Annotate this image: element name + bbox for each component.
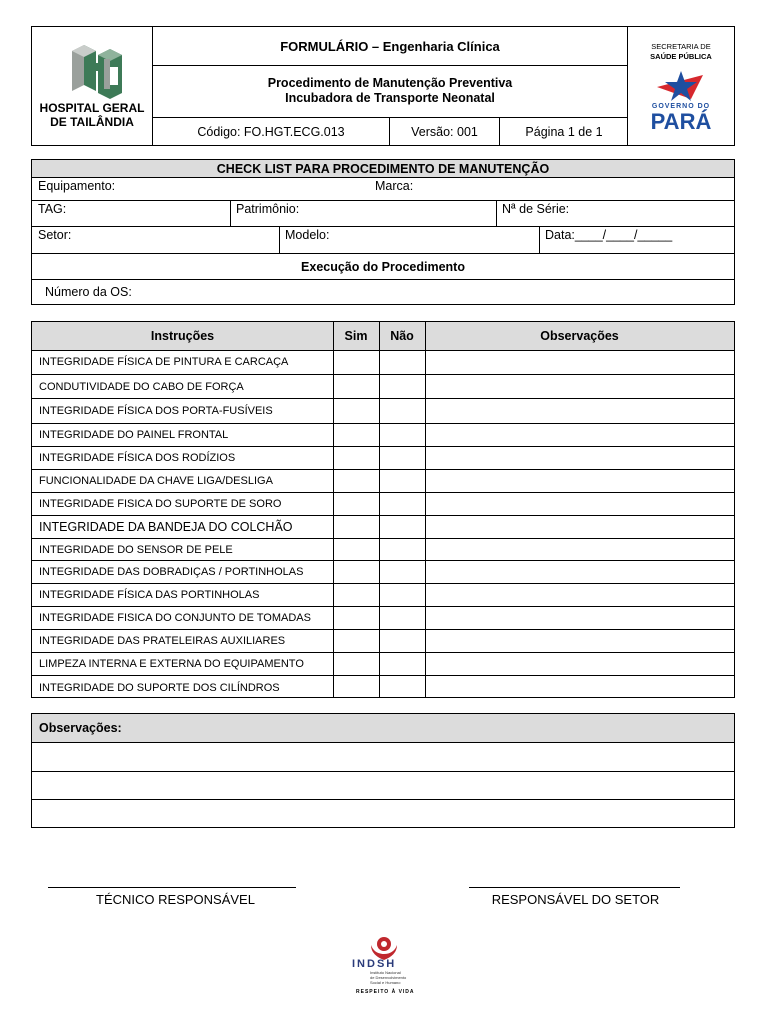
observation-cell[interactable] (426, 350, 734, 374)
instruction-text: INTEGRIDADE DAS DOBRADIÇAS / PORTINHOLAS (39, 566, 304, 578)
instruction-row (32, 538, 734, 560)
instruction-row (32, 350, 734, 374)
nao-cell[interactable] (380, 447, 425, 469)
header-observacoes: Observações (540, 329, 619, 343)
hospital-logo (32, 27, 152, 145)
government-logo (627, 27, 734, 145)
marca-label: Marca: (375, 179, 414, 193)
observation-cell[interactable] (426, 561, 734, 583)
serie-label: Nª de Série: (502, 202, 570, 216)
observations-box (31, 713, 735, 828)
modelo-label: Modelo: (285, 228, 330, 242)
indsh-subtitle-2: de Desenvolvimento (370, 975, 407, 980)
setor-signature-label: RESPONSÁVEL DO SETOR (491, 892, 660, 907)
sim-cell[interactable] (334, 630, 379, 652)
nao-cell[interactable] (380, 493, 425, 515)
form-header (31, 26, 735, 146)
numero-os-label: Número da OS: (45, 285, 132, 299)
governo-label: GOVERNO DO (651, 103, 711, 110)
para-star-icon (653, 71, 709, 103)
tecnico-signature-line (48, 887, 296, 888)
instruction-row (32, 374, 734, 398)
instruction-text: INTEGRIDADE FÍSICA DAS PORTINHOLAS (39, 589, 260, 601)
setor-label: Setor: (38, 228, 72, 242)
instructions-header-row (32, 322, 734, 351)
nao-cell[interactable] (380, 539, 425, 560)
observation-cell[interactable] (426, 424, 734, 446)
instruction-text: INTEGRIDADE DA BANDEJA DO COLCHÃO (39, 520, 293, 534)
hospital-name-line2: DE TAILÂNDIA (50, 115, 134, 129)
procedure-line2: Incubadora de Transporte Neonatal (285, 91, 495, 105)
observation-cell[interactable] (426, 375, 734, 398)
nao-cell[interactable] (380, 607, 425, 629)
para-label: PARÁ (650, 109, 712, 134)
instruction-text: INTEGRIDADE DAS PRATELEIRAS AUXILIARES (39, 635, 286, 647)
indsh-brand: INDSH (352, 958, 397, 970)
hospital-name-line1: HOSPITAL GERAL (39, 101, 145, 115)
instruction-text: INTEGRIDADE DO SENSOR DE PELE (39, 543, 233, 556)
instruction-text: INTEGRIDADE FÍSICA DOS PORTA-FUSÍVEIS (39, 405, 273, 417)
procedure-line1: Procedimento de Manutenção Preventiva (267, 76, 513, 90)
instruction-row (32, 583, 734, 606)
nao-cell[interactable] (380, 470, 425, 492)
instruction-row (32, 398, 734, 423)
checklist-section (31, 159, 735, 305)
nao-cell[interactable] (380, 399, 425, 423)
nao-cell[interactable] (380, 630, 425, 652)
patrimonio-label: Patrimônio: (236, 202, 300, 216)
instruction-row (32, 606, 734, 629)
nao-cell[interactable] (380, 516, 425, 538)
nao-cell[interactable] (380, 350, 425, 374)
tag-label: TAG: (38, 202, 67, 216)
instruction-text: INTEGRIDADE FÍSICA DE PINTURA E CARCAÇA (39, 356, 289, 368)
instruction-row (32, 446, 734, 469)
execucao-title: Execução do Procedimento (32, 253, 734, 279)
observation-line (32, 799, 734, 800)
instruction-row (32, 560, 734, 583)
setor-signature-line (469, 887, 680, 888)
instruction-text: INTEGRIDADE FISICA DO CONJUNTO DE TOMADAS (39, 612, 311, 624)
instruction-text: INTEGRIDADE FISICA DO SUPORTE DE SORO (39, 498, 282, 510)
instruction-row (32, 492, 734, 515)
equipamento-label: Equipamento: (38, 179, 116, 193)
sim-cell[interactable] (334, 399, 379, 423)
heart-icon (369, 936, 399, 960)
observation-cell[interactable] (426, 630, 734, 652)
indsh-logo (352, 936, 416, 998)
sim-cell[interactable] (334, 424, 379, 446)
form-meta-row (153, 117, 627, 145)
data-label: Data:____/____/_____ (545, 228, 673, 242)
procedure-title (153, 65, 627, 117)
observation-cell[interactable] (426, 447, 734, 469)
observation-cell[interactable] (426, 653, 734, 675)
header-nao: Não (390, 329, 414, 343)
nao-cell[interactable] (380, 676, 425, 700)
observation-cell[interactable] (426, 539, 734, 560)
instruction-row (32, 423, 734, 446)
observation-cell[interactable] (426, 607, 734, 629)
instruction-row (32, 629, 734, 652)
form-page-number: Página 1 de 1 (499, 118, 628, 145)
sim-cell[interactable] (334, 493, 379, 515)
checklist-title: CHECK LIST PARA PROCEDIMENTO DE MANUTENÇÃO (32, 160, 734, 178)
form-code: Código: FO.HGT.ECG.013 (197, 124, 345, 139)
nao-cell[interactable] (380, 584, 425, 606)
observation-cell[interactable] (426, 584, 734, 606)
sim-cell[interactable] (334, 584, 379, 606)
sim-cell[interactable] (334, 676, 379, 700)
observation-cell[interactable] (426, 676, 734, 700)
sim-cell[interactable] (334, 653, 379, 675)
sim-cell[interactable] (334, 447, 379, 469)
instruction-row (32, 675, 734, 700)
instructions-table (31, 321, 735, 698)
sim-cell[interactable] (334, 516, 379, 538)
instruction-row (32, 515, 734, 538)
instruction-text: INTEGRIDADE FÍSICA DOS RODÍZIOS (39, 452, 236, 464)
header-middle (152, 27, 627, 145)
observation-cell[interactable] (426, 470, 734, 492)
instruction-text: FUNCIONALIDADE DA CHAVE LIGA/DESLIGA (39, 475, 273, 487)
instruction-text: INTEGRIDADE DO SUPORTE DOS CILÍNDROS (39, 682, 280, 694)
observation-cell[interactable] (426, 399, 734, 423)
checklist-row-os (32, 279, 734, 305)
nao-cell[interactable] (380, 561, 425, 583)
sim-cell[interactable] (334, 350, 379, 374)
nao-cell[interactable] (380, 424, 425, 446)
header-instrucoes: Instruções (150, 329, 215, 343)
sim-cell[interactable] (334, 539, 379, 560)
instruction-text: CONDUTIVIDADE DO CABO DE FORÇA (39, 380, 244, 393)
sim-cell[interactable] (334, 561, 379, 583)
observations-label: Observações: (32, 714, 734, 743)
header-sim: Sim (344, 329, 368, 343)
instruction-row (32, 652, 734, 675)
observation-cell[interactable] (426, 516, 734, 538)
hospital-logo-icon (66, 41, 126, 99)
tecnico-signature-label: TÉCNICO RESPONSÁVEL (96, 892, 255, 907)
checklist-row-setor (32, 226, 734, 253)
nao-cell[interactable] (380, 653, 425, 675)
checklist-row-tag (32, 200, 734, 226)
sim-cell[interactable] (334, 375, 379, 398)
checklist-row-equipment (32, 178, 734, 200)
instruction-row (32, 469, 734, 492)
form-title: FORMULÁRIO – Engenharia Clínica (280, 38, 500, 54)
secretaria-line1: SECRETARIA DE (651, 42, 711, 51)
form-version: Versão: 001 (389, 118, 499, 145)
nao-cell[interactable] (380, 375, 425, 398)
indsh-subtitle-1: Instituto Nacional (370, 970, 401, 975)
indsh-subtitle-3: Social e Humano (370, 980, 401, 985)
indsh-tagline: RESPEITO À VIDA (356, 989, 415, 995)
observation-cell[interactable] (426, 493, 734, 515)
sim-cell[interactable] (334, 607, 379, 629)
sim-cell[interactable] (334, 470, 379, 492)
observation-line (32, 771, 734, 772)
instruction-text: LIMPEZA INTERNA E EXTERNA DO EQUIPAMENTO (39, 658, 304, 670)
instruction-text: INTEGRIDADE DO PAINEL FRONTAL (39, 429, 229, 441)
secretaria-line2: SAÚDE PÚBLICA (650, 52, 712, 61)
